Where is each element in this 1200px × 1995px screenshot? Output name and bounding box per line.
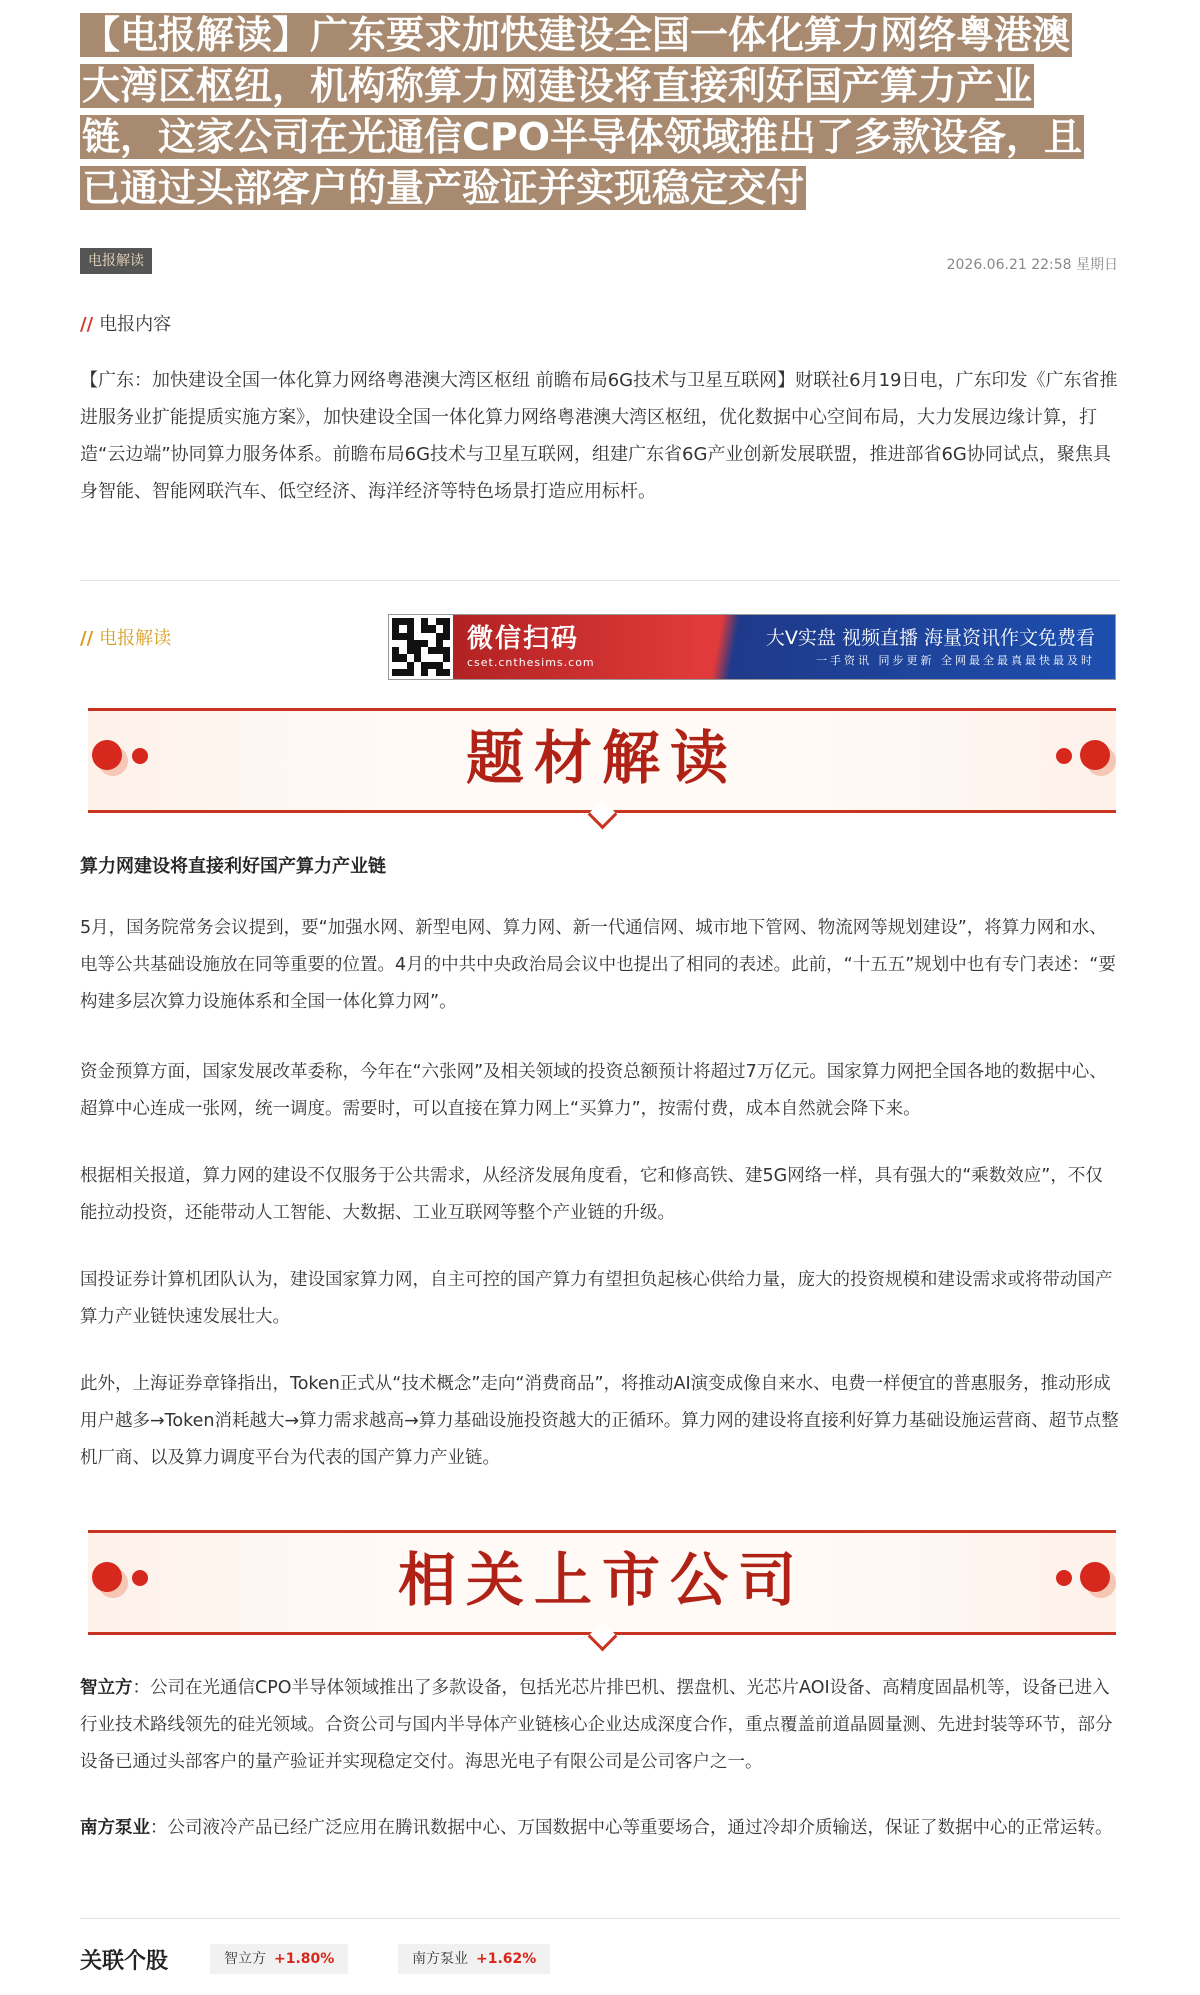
theme-band-title: 题材解读 xyxy=(465,724,738,792)
company-description: ：公司液冷产品已经广泛应用在腾讯数据中心、万国数据中心等重要场合，通过冷却介质输送，保证了数据中心的正常运转。 xyxy=(150,1818,1113,1838)
theme-paragraph-5: 此外，上海证券章锋指出，Token正式从“技术概念”走向“消费商品”，将推动AI演变成像自来水、电费一样便宜的普惠服务，推动形成用户越多→Token消耗越大→算力需求越高→算力基础设施投资越大的正循环。算力网的建设将直接利好算力基础设施运营商、超节点整机厂商、以及算力调度平台为代表的国产算力产业链。 xyxy=(80,1374,1119,1468)
company-item xyxy=(80,1810,1120,1847)
headline-line-2: 大湾区枢纽，机构称算力网建设将直接利好国产算力产业 xyxy=(82,64,1033,108)
theme-paragraph-4: 国投证券计算机团队认为，建设国家算力网，自主可控的国产算力有望担负起核心供给力量，庞大的投资规模和建设需求或将带动国产算力产业链快速发展壮大。 xyxy=(80,1270,1113,1327)
qr-code-icon xyxy=(389,615,453,679)
theme-subtitle: 算力网建设将直接利好国产算力产业链 xyxy=(80,856,386,877)
interpretation-label-text: 电报解读 xyxy=(99,628,172,649)
stock-chip-nanfang-pump[interactable] xyxy=(398,1944,550,1974)
section-marker-icon: // xyxy=(80,314,94,335)
ad-url: cset.cnthesims.com xyxy=(467,656,595,669)
ad-tagline: 一手资讯 同步更新 全网最全最真最快最及时 xyxy=(816,654,1095,667)
publish-datetime: 2026.06.21 22:58 星期日 xyxy=(946,257,1118,273)
interpretation-section-label xyxy=(80,624,171,650)
theme-paragraph-2: 资金预算方面，国家发展改革委称，今年在“六张网”及相关领域的投资总额预计将超过7万亿元。国家算力网把全国各地的数据中心、超算中心连成一张网，统一调度。需要时，可以直接在算力网上“买算力”，按需付费，成本自然就会降下来。 xyxy=(80,1062,1107,1119)
company-item xyxy=(80,1670,1120,1781)
companies-title-band xyxy=(88,1530,1116,1640)
telegram-section-label xyxy=(80,310,171,336)
ad-scan-text: 微信扫码 xyxy=(467,624,580,654)
section-divider xyxy=(80,1918,1120,1919)
section-divider xyxy=(80,580,1120,581)
section-marker-icon: // xyxy=(80,628,94,649)
company-name[interactable]: 智立方 xyxy=(80,1678,133,1698)
telegram-text: 【广东：加快建设全国一体化算力网络粤港澳大湾区枢纽 前瞻布局6G技术与卫星互联网】财联社6月19日电，广东印发《广东省推进服务业扩能提质实施方案》，加快建设全国一体化算力网络粤港澳大湾区枢纽，优化数据中心空间布局，大力发展边缘计算，打造“云边端”协同算力服务体系。前瞻布局6G技术与卫星互联网，组建广东省6G产业创新发展联盟，推进部省6G协同试点，聚焦具身智能、智能网联汽车、低空经济、海洋经济等特色场景打造应用标杆。 xyxy=(80,370,1118,502)
headline xyxy=(80,10,1130,214)
category-tag[interactable]: 电报解读 xyxy=(80,248,152,274)
companies-band-title: 相关上市公司 xyxy=(397,1546,806,1614)
company-name[interactable]: 南方泵业 xyxy=(80,1818,150,1838)
stock-name: 南方泵业 xyxy=(412,1951,468,1967)
stock-change: +1.80% xyxy=(274,1951,335,1967)
band-top-line xyxy=(88,1530,1116,1533)
headline-line-1: 【电报解读】广东要求加快建设全国一体化算力网络粤港澳 xyxy=(82,13,1071,57)
ad-banner[interactable] xyxy=(388,614,1116,680)
company-description: ：公司在光通信CPO半导体领域推出了多款设备，包括光芯片排巴机、摆盘机、光芯片AOI设备、高精度固晶机等，设备已进入行业技术路线领先的硅光领域。合资公司与国内半导体产业链核心企业达成深度合作，重点覆盖前道晶圆量测、先进封装等环节，部分设备已通过头部客户的量产验证并实现稳定交付。海思光电子有限公司是公司客户之一。 xyxy=(80,1678,1113,1772)
ad-slogan: 大V实盘 视频直播 海量资讯作文免费看 xyxy=(765,627,1095,649)
related-stocks-label: 关联个股 xyxy=(80,1949,169,1974)
ad-banner-scan-block xyxy=(453,615,697,679)
stock-chip-zhilifang[interactable] xyxy=(210,1944,348,1974)
stock-name: 智立方 xyxy=(224,1951,266,1967)
telegram-label-text: 电报内容 xyxy=(99,314,172,335)
band-top-line xyxy=(88,708,1116,711)
headline-line-4: 已通过头部客户的量产验证并实现稳定交付 xyxy=(82,166,805,210)
theme-title-band xyxy=(88,708,1116,818)
headline-line-3: 链，这家公司在光通信CPO半导体领域推出了多款设备，且 xyxy=(82,115,1083,159)
ad-banner-slogan-block xyxy=(697,615,1115,679)
theme-paragraph-3: 根据相关报道，算力网的建设不仅服务于公共需求，从经济发展角度看，它和修高铁、建5G网络一样，具有强大的“乘数效应”，不仅能拉动投资，还能带动人工智能、大数据、工业互联网等整个产业链的升级。 xyxy=(80,1166,1103,1223)
theme-paragraph-1: 5月，国务院常务会议提到，要“加强水网、新型电网、算力网、新一代通信网、城市地下管网、物流网等规划建设”，将算力网和水、电等公共基础设施放在同等重要的位置。4月的中共中央政治局会议中也提出了相同的表述。此前，“十五五”规划中也有专门表述：“要构建多层次算力设施体系和全国一体化算力网”。 xyxy=(80,918,1116,1012)
stock-change: +1.62% xyxy=(476,1951,537,1967)
